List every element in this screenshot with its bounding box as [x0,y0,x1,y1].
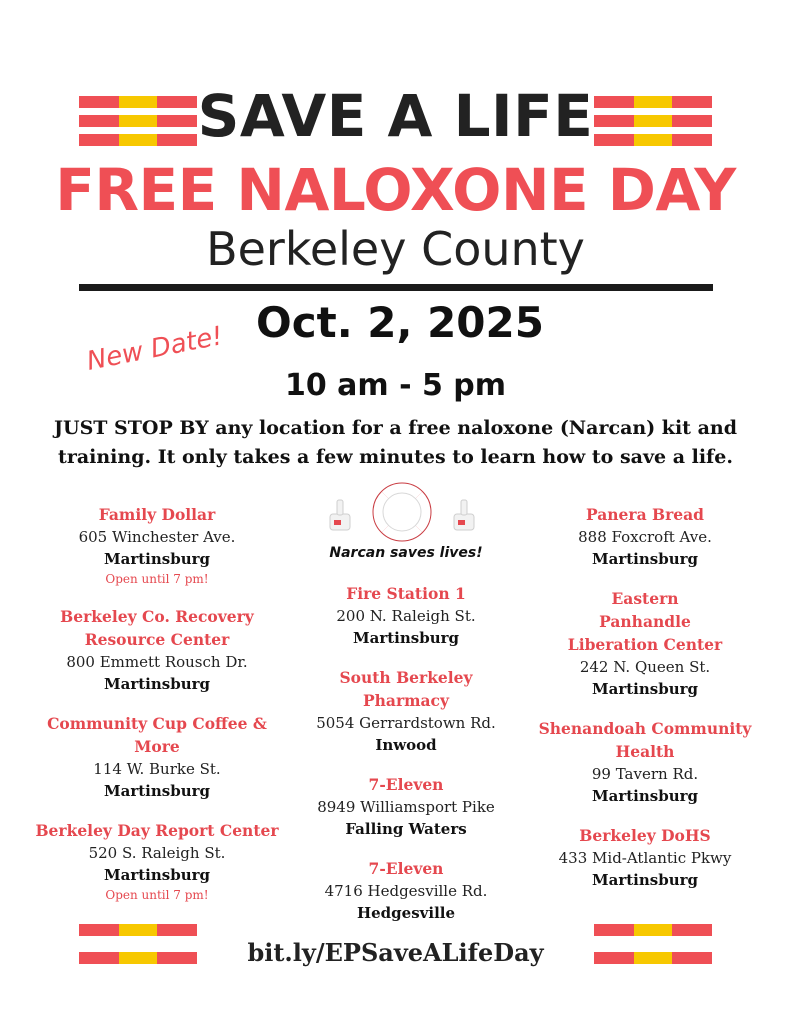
headline-county: Berkeley County [206,222,585,276]
location-item [525,587,765,700]
location-item [525,824,765,891]
location-note: Open until 7 pm! [105,572,209,586]
location-name: Panera Bread [585,505,705,524]
location-city: Martinsburg [104,782,210,800]
location-name: South Berkeley Pharmacy [339,668,473,710]
headline-save-a-life: SAVE A LIFE [197,82,594,150]
location-city: Martinsburg [592,550,698,568]
location-name: Eastern Panhandle Liberation Center [567,589,723,654]
location-address: 8949 Williamsport Pike [317,798,495,816]
location-note: Open until 7 pm! [105,888,209,902]
location-address: 605 Winchester Ave. [78,528,236,546]
location-city: Martinsburg [353,629,459,647]
location-name: Family Dollar [98,505,216,524]
location-name: Berkeley Co. Recovery Resource Center [60,607,254,649]
location-item [296,857,516,924]
location-name: Berkeley DoHS [579,826,711,845]
location-item [22,605,292,695]
location-city: Inwood [375,736,437,754]
location-name: 7-Eleven [368,859,444,878]
location-address: 4716 Hedgesville Rd. [324,882,488,900]
header-divider [79,284,713,291]
location-address: 520 S. Raleigh St. [88,844,226,862]
location-item [525,503,765,570]
location-address: 242 N. Queen St. [579,658,711,676]
location-item [22,503,292,588]
event-url-link[interactable]: bit.ly/EPSaveALifeDay [247,938,544,967]
location-address: 200 N. Raleigh St. [336,607,476,625]
nasal-spray-icon-left [330,500,350,530]
location-city: Martinsburg [592,787,698,805]
locations-column-middle [296,582,516,941]
location-address: 99 Tavern Rd. [591,765,699,783]
location-item [22,819,292,904]
location-name: Fire Station 1 [346,584,466,603]
location-name: 7-Eleven [368,775,444,794]
location-item [525,717,765,807]
location-address: 5054 Gerrardstown Rd. [316,714,496,732]
event-intro: JUST STOP BY any location for a free naloxone (Narcan) kit and training. It only takes a few minutes to learn how to save a life. [54,417,737,468]
location-item [296,666,516,756]
locations-column-right [525,503,765,908]
location-item [296,773,516,840]
nasal-spray-icon-right [454,500,474,530]
location-city: Hedgesville [356,904,456,922]
location-city: Martinsburg [104,550,210,568]
location-city: Martinsburg [592,680,698,698]
life-ring-icon [322,478,482,548]
location-address: 800 Emmett Rousch Dr. [66,653,248,671]
locations-column-left [22,503,292,921]
location-name: Community Cup Coffee & More [47,714,267,756]
location-address: 114 W. Burke St. [93,760,221,778]
location-item [22,712,292,802]
new-date-label: New Date! [84,321,226,377]
location-address: 433 Mid-Atlantic Pkwy [558,849,732,867]
location-city: Falling Waters [345,820,467,838]
headline-free-naloxone-day: FREE NALOXONE DAY [55,156,736,224]
location-address: 888 Foxcroft Ave. [578,528,712,546]
location-name: Shenandoah Community Health [538,719,752,761]
life-ring-graphic [373,483,431,541]
location-name: Berkeley Day Report Center [35,821,279,840]
location-city: Martinsburg [104,675,210,693]
location-city: Martinsburg [592,871,698,889]
narcan-caption: Narcan saves lives! [329,545,483,561]
event-date: Oct. 2, 2025 [256,298,544,347]
location-item [296,582,516,649]
event-time: 10 am - 5 pm [284,368,507,403]
location-city: Martinsburg [104,866,210,884]
